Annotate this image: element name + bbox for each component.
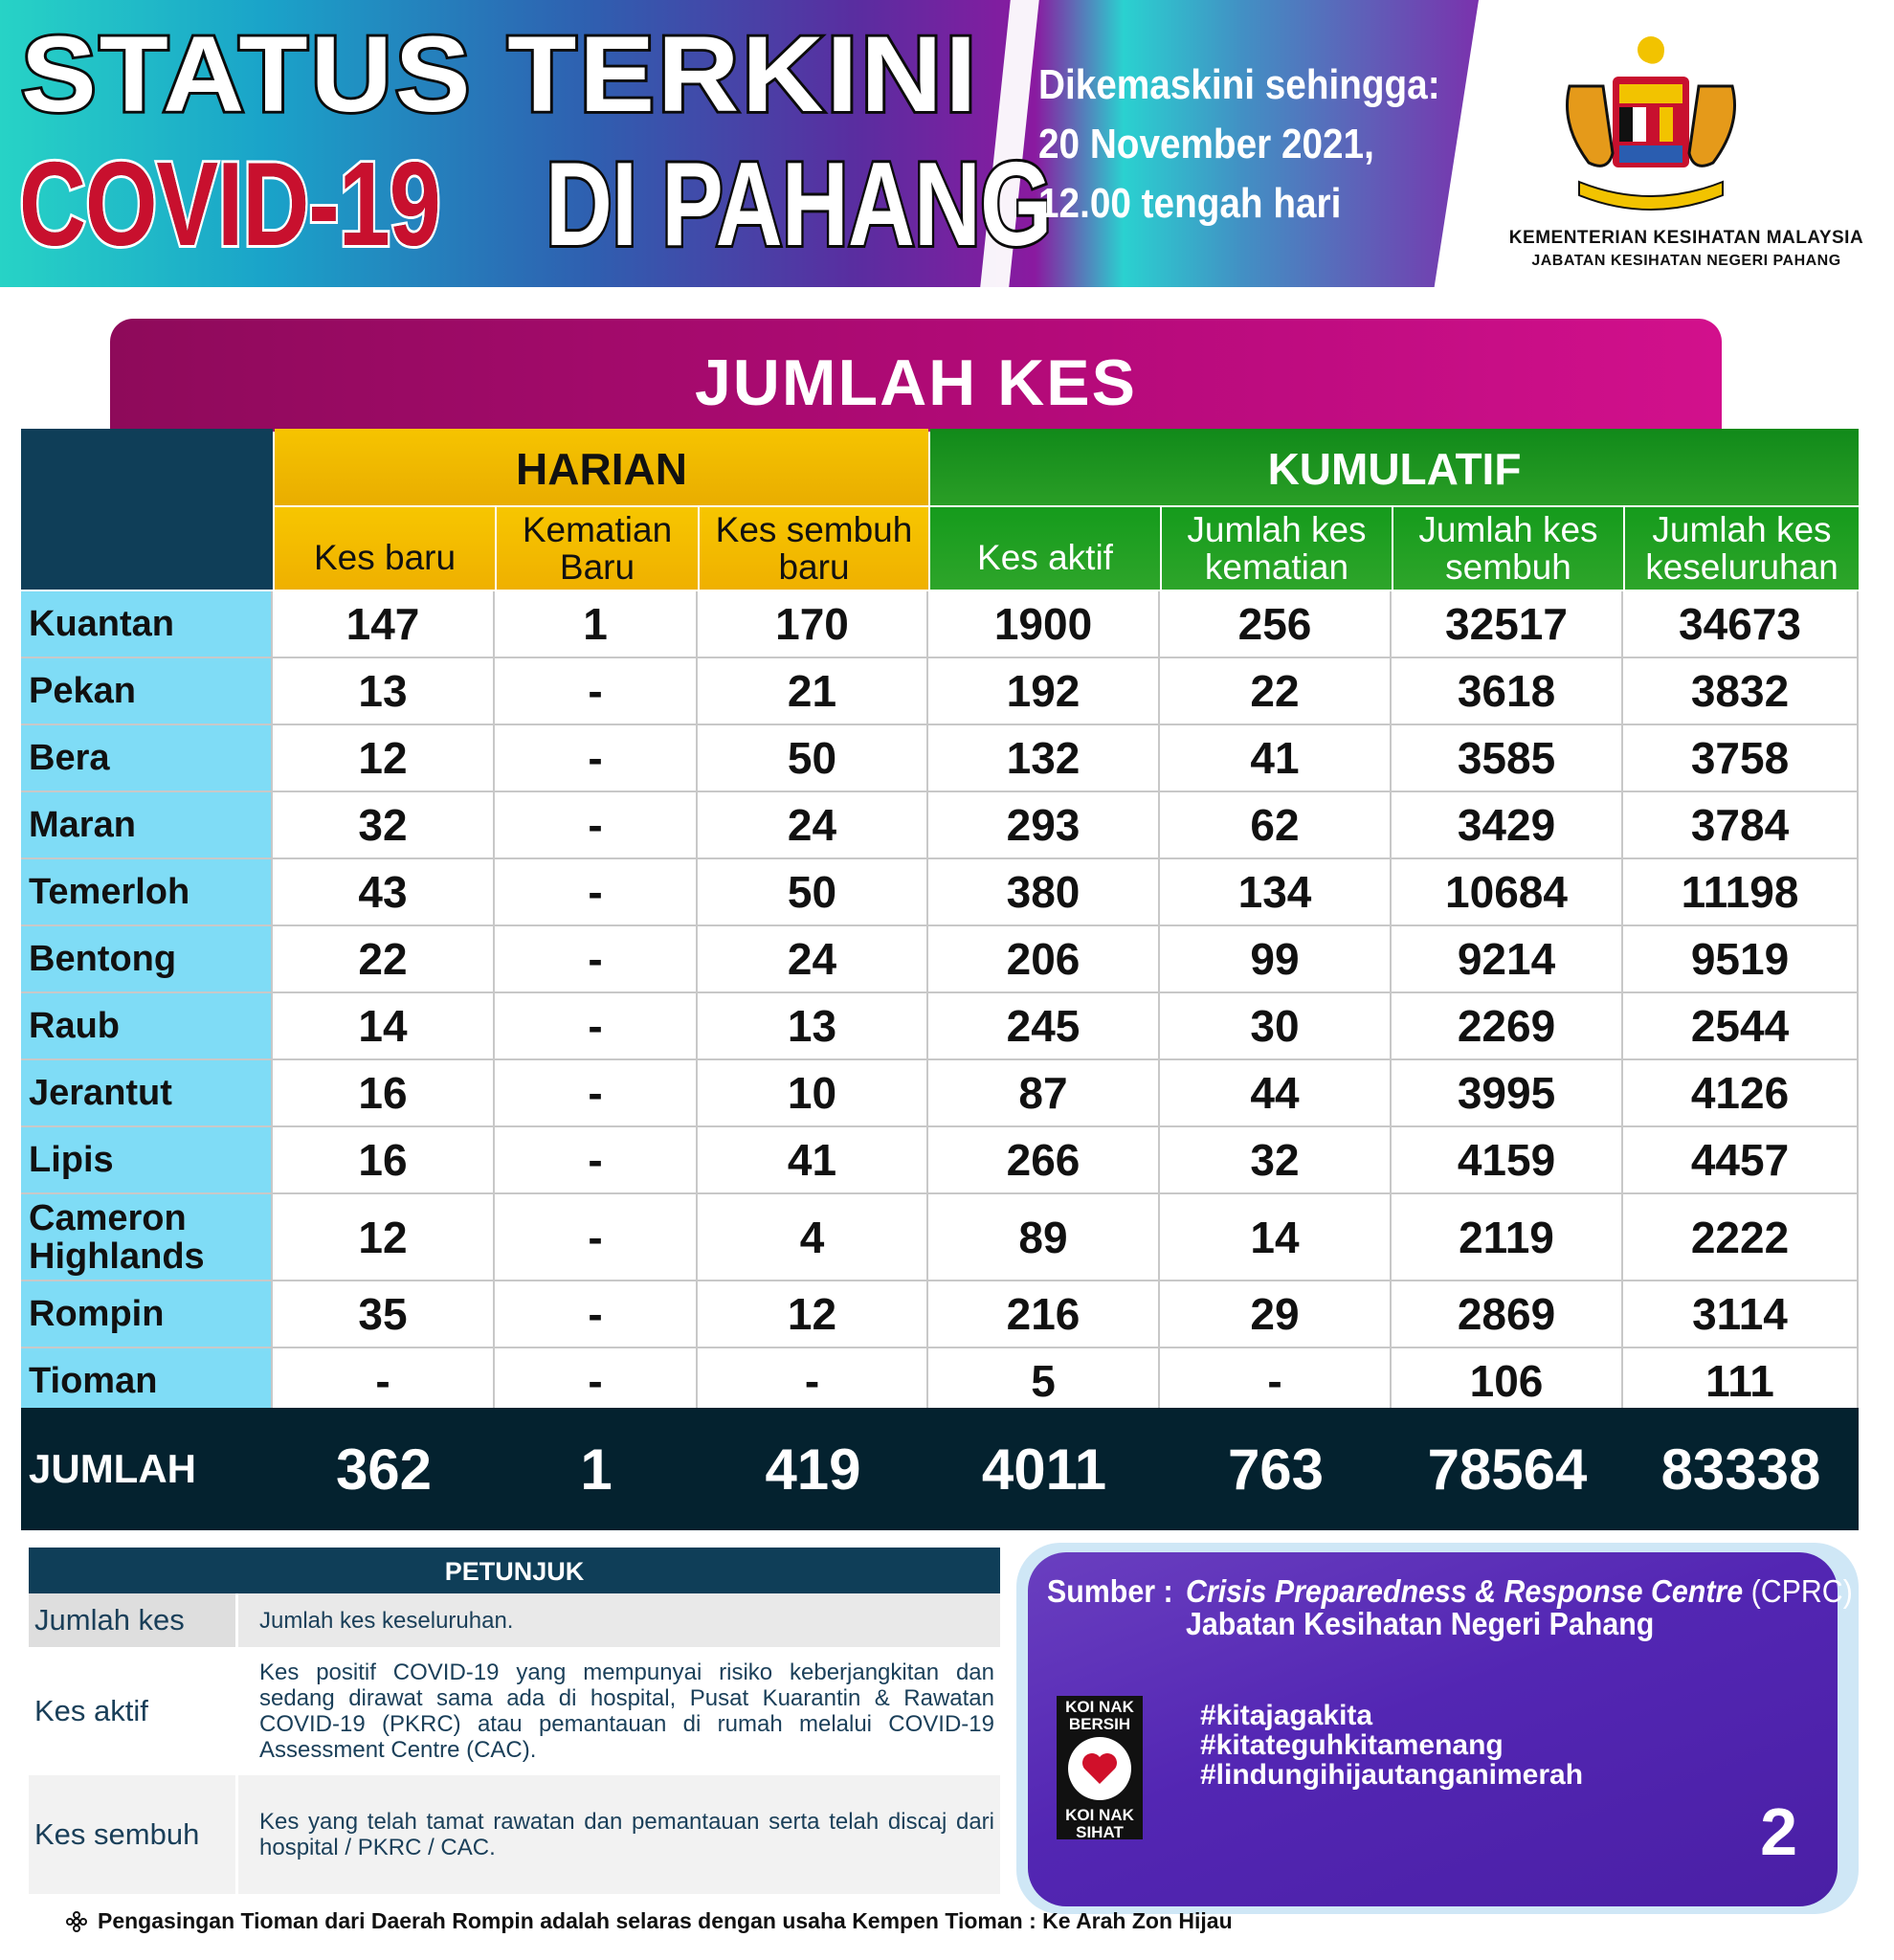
table-cell: 32 xyxy=(273,792,495,858)
district-name: Tioman xyxy=(21,1348,273,1414)
table-cell: 4457 xyxy=(1623,1127,1859,1192)
table-cell: 132 xyxy=(928,725,1160,791)
table-cell: 50 xyxy=(698,725,928,791)
table-row xyxy=(21,792,1859,859)
table-cell: 13 xyxy=(698,993,928,1058)
table-cell: 5 xyxy=(928,1348,1160,1414)
table-cell: 24 xyxy=(698,792,928,858)
table-cell: 32 xyxy=(1160,1127,1392,1192)
district-name: Lipis xyxy=(21,1127,273,1192)
table-cell: - xyxy=(495,1281,698,1347)
table-cell: - xyxy=(495,658,698,724)
legend-title: PETUNJUK xyxy=(29,1548,1000,1593)
table-cell: 41 xyxy=(698,1127,928,1192)
table-cell: - xyxy=(495,859,698,924)
table-cell: - xyxy=(495,1060,698,1125)
legend-item xyxy=(29,1649,1000,1775)
table-cell: 43 xyxy=(273,859,495,924)
table-cell: 245 xyxy=(928,993,1160,1058)
table-cell: 2222 xyxy=(1623,1194,1859,1280)
table-cell: - xyxy=(495,792,698,858)
title-status-terkini: STATUS TERKINI xyxy=(21,14,980,135)
source-label: Sumber : xyxy=(1047,1573,1173,1609)
district-name: Temerloh xyxy=(21,859,273,924)
table-cell: 11198 xyxy=(1623,859,1859,924)
district-name: Kuantan xyxy=(21,591,273,657)
table-cell: 3114 xyxy=(1623,1281,1859,1347)
table-cell: 10684 xyxy=(1392,859,1623,924)
table-cell: 12 xyxy=(698,1281,928,1347)
group-header-kumulatif xyxy=(930,429,1859,505)
legend-desc: Kes positif COVID-19 yang mempunyai risiko keberjangkitan dan sedang dirawat sama ada di hospital, Pusat Kuarantin & Rawatan COVID-19 (PKRC) atau pemantauan di rumah melalui COVID-19 Assessment Centre (CAC). xyxy=(238,1649,1000,1773)
ministry-name: KEMENTERIAN KESIHATAN MALAYSIA xyxy=(1508,228,1864,248)
table-cell: 13 xyxy=(273,658,495,724)
table-cell: 134 xyxy=(1160,859,1392,924)
hashtags xyxy=(1200,1701,1583,1790)
table-cell: 1 xyxy=(495,591,698,657)
column-header: Kes sembuh baru xyxy=(700,507,928,590)
group-kumulatif-label: KUMULATIF xyxy=(1267,444,1522,494)
update-date: 20 November 2021, xyxy=(1038,121,1374,167)
table-cell: 2269 xyxy=(1392,993,1623,1058)
table-cell: 256 xyxy=(1160,591,1392,657)
table-cell: 44 xyxy=(1160,1060,1392,1125)
hashtag: #kitateguhkitamenang xyxy=(1200,1729,1504,1761)
table-cell: 192 xyxy=(928,658,1160,724)
table-cell: 35 xyxy=(273,1281,495,1347)
table-cell: 2119 xyxy=(1392,1194,1623,1280)
source-org-abbr: (CPRC) xyxy=(1750,1573,1853,1609)
district-name: Jerantut xyxy=(21,1060,273,1125)
update-time: 12.00 tengah hari xyxy=(1038,180,1342,227)
table-cell: 16 xyxy=(273,1127,495,1192)
table-row xyxy=(21,1194,1859,1281)
legend-panel xyxy=(29,1548,1000,1886)
table-cell: - xyxy=(273,1348,495,1414)
ministry-text xyxy=(1479,228,1894,270)
total-cell: 1 xyxy=(580,1437,613,1502)
table-cell: 30 xyxy=(1160,993,1392,1058)
department-name: JABATAN KESIHATAN NEGERI PAHANG xyxy=(1531,253,1841,269)
table-cell: 3832 xyxy=(1623,658,1859,724)
total-row xyxy=(21,1408,1859,1530)
table-cell: 106 xyxy=(1392,1348,1623,1414)
table-cell: 12 xyxy=(273,1194,495,1280)
table-row xyxy=(21,993,1859,1060)
table-cell: 99 xyxy=(1160,926,1392,991)
table-cell: 41 xyxy=(1160,725,1392,791)
district-name: Cameron Highlands xyxy=(21,1194,273,1280)
table-cell: 380 xyxy=(928,859,1160,924)
table-cell: - xyxy=(495,1194,698,1280)
legend-term: Kes sembuh xyxy=(29,1775,238,1894)
source-org xyxy=(1186,1573,1853,1610)
table-cell: 22 xyxy=(1160,658,1392,724)
legend-item xyxy=(29,1593,1000,1649)
table-cell: 293 xyxy=(928,792,1160,858)
table-row xyxy=(21,1348,1859,1415)
table-cell: 32517 xyxy=(1392,591,1623,657)
badge-top-text: KOI NAK BERSIH xyxy=(1065,1698,1134,1733)
section-title: JUMLAH KES xyxy=(694,346,1138,419)
table-cell: 2869 xyxy=(1392,1281,1623,1347)
table-row xyxy=(21,926,1859,993)
table-cell: 4159 xyxy=(1392,1127,1623,1192)
table-cell: 10 xyxy=(698,1060,928,1125)
district-name: Bentong xyxy=(21,926,273,991)
legend-desc: Jumlah kes keseluruhan. xyxy=(238,1593,1000,1647)
source-panel xyxy=(1028,1552,1853,1906)
table-cell: - xyxy=(495,993,698,1058)
table-cell: - xyxy=(1160,1348,1392,1414)
total-cell: 362 xyxy=(335,1437,433,1502)
table-cell: - xyxy=(495,926,698,991)
table-cell: 3784 xyxy=(1623,792,1859,858)
table-cell: 3995 xyxy=(1392,1060,1623,1125)
column-header: Jumlah kes kematian xyxy=(1162,507,1392,590)
table-cell: 1900 xyxy=(928,591,1160,657)
table-cell: 4 xyxy=(698,1194,928,1280)
table-cell: 3585 xyxy=(1392,725,1623,791)
section-title-tab xyxy=(110,319,1722,432)
column-header: Jumlah kes keseluruhan xyxy=(1625,507,1859,590)
legend-term: Kes aktif xyxy=(29,1649,238,1773)
table-cell: 29 xyxy=(1160,1281,1392,1347)
district-name: Raub xyxy=(21,993,273,1058)
heart-hand-icon xyxy=(1068,1737,1131,1800)
badge-bottom-text: KOI NAK SIHAT xyxy=(1065,1806,1134,1841)
column-header: Jumlah kes sembuh xyxy=(1393,507,1623,590)
table-cell: 170 xyxy=(698,591,928,657)
table-row xyxy=(21,658,1859,725)
table-cell: - xyxy=(495,725,698,791)
header xyxy=(0,0,1894,287)
update-label: Dikemaskini sehingga: xyxy=(1038,61,1440,108)
table-row xyxy=(21,1127,1859,1194)
koi-nak-bersih-badge xyxy=(1057,1696,1143,1839)
table-row xyxy=(21,859,1859,926)
table-cell: 14 xyxy=(1160,1194,1392,1280)
table-row xyxy=(21,1281,1859,1348)
table-cell: 147 xyxy=(273,591,495,657)
table-row xyxy=(21,591,1859,658)
title-covid: COVID-19 xyxy=(19,139,440,271)
footnote-text: Pengasingan Tioman dari Daerah Rompin adalah selaras dengan usaha Kempen Tioman : Ke Arah Zon Hijau xyxy=(98,1908,1233,1933)
source-org-name: Crisis Preparedness & Response Centre xyxy=(1186,1573,1744,1609)
table-cell: 3618 xyxy=(1392,658,1623,724)
legend-item xyxy=(29,1775,1000,1896)
table-cell: 89 xyxy=(928,1194,1160,1280)
total-cell: 419 xyxy=(765,1437,861,1502)
table-cell: 62 xyxy=(1160,792,1392,858)
table-cell: 111 xyxy=(1623,1348,1859,1414)
table-cell: - xyxy=(495,1348,698,1414)
table-cell: 14 xyxy=(273,993,495,1058)
district-name: Maran xyxy=(21,792,273,858)
table-cell: 22 xyxy=(273,926,495,991)
hashtag: #lindungihijautanganimerah xyxy=(1200,1759,1584,1791)
district-name: Rompin xyxy=(21,1281,273,1347)
table-cell: 34673 xyxy=(1623,591,1859,657)
column-header: Kes aktif xyxy=(930,507,1160,590)
table-cell: 9214 xyxy=(1392,926,1623,991)
legend-desc: Kes yang telah tamat rawatan dan pemantauan serta telah discaj dari hospital / PKRC / CAC. xyxy=(238,1775,1000,1894)
table-cell: 24 xyxy=(698,926,928,991)
title-region: DI PAHANG xyxy=(546,139,1052,271)
column-header: Kematian Baru xyxy=(497,507,698,590)
flower-icon xyxy=(65,1910,88,1933)
total-cell: 83338 xyxy=(1660,1437,1821,1502)
total-cell: 4011 xyxy=(981,1437,1107,1502)
table-corner xyxy=(21,429,273,590)
group-header-harian xyxy=(275,429,928,505)
table-cell: 3758 xyxy=(1623,725,1859,791)
table-cell: 21 xyxy=(698,658,928,724)
district-name: Bera xyxy=(21,725,273,791)
update-info xyxy=(1038,56,1440,234)
table-cell: 50 xyxy=(698,859,928,924)
total-label: JUMLAH xyxy=(29,1446,196,1491)
coat-of-arms-logo xyxy=(1550,29,1751,220)
legend-term: Jumlah kes xyxy=(29,1593,238,1647)
table-cell: 4126 xyxy=(1623,1060,1859,1125)
total-cell: 763 xyxy=(1227,1437,1325,1502)
table-cell: 266 xyxy=(928,1127,1160,1192)
source-dept: Jabatan Kesihatan Negeri Pahang xyxy=(1186,1606,1655,1641)
district-name: Pekan xyxy=(21,658,273,724)
table-cell: 12 xyxy=(273,725,495,791)
page-number: 2 xyxy=(1760,1794,1797,1869)
group-harian-label: HARIAN xyxy=(516,444,687,494)
column-header: Kes baru xyxy=(275,507,495,590)
table-cell: 87 xyxy=(928,1060,1160,1125)
table-cell: 9519 xyxy=(1623,926,1859,991)
table-cell: 2544 xyxy=(1623,993,1859,1058)
table-cell: 206 xyxy=(928,926,1160,991)
table-cell: 16 xyxy=(273,1060,495,1125)
total-cell: 78564 xyxy=(1427,1437,1588,1502)
table-cell: 216 xyxy=(928,1281,1160,1347)
footnote xyxy=(65,1908,1233,1934)
table-row xyxy=(21,1060,1859,1127)
table-row xyxy=(21,725,1859,792)
table-cell: - xyxy=(495,1127,698,1192)
hashtag: #kitajagakita xyxy=(1200,1700,1373,1731)
table-cell: - xyxy=(698,1348,928,1414)
table-cell: 3429 xyxy=(1392,792,1623,858)
